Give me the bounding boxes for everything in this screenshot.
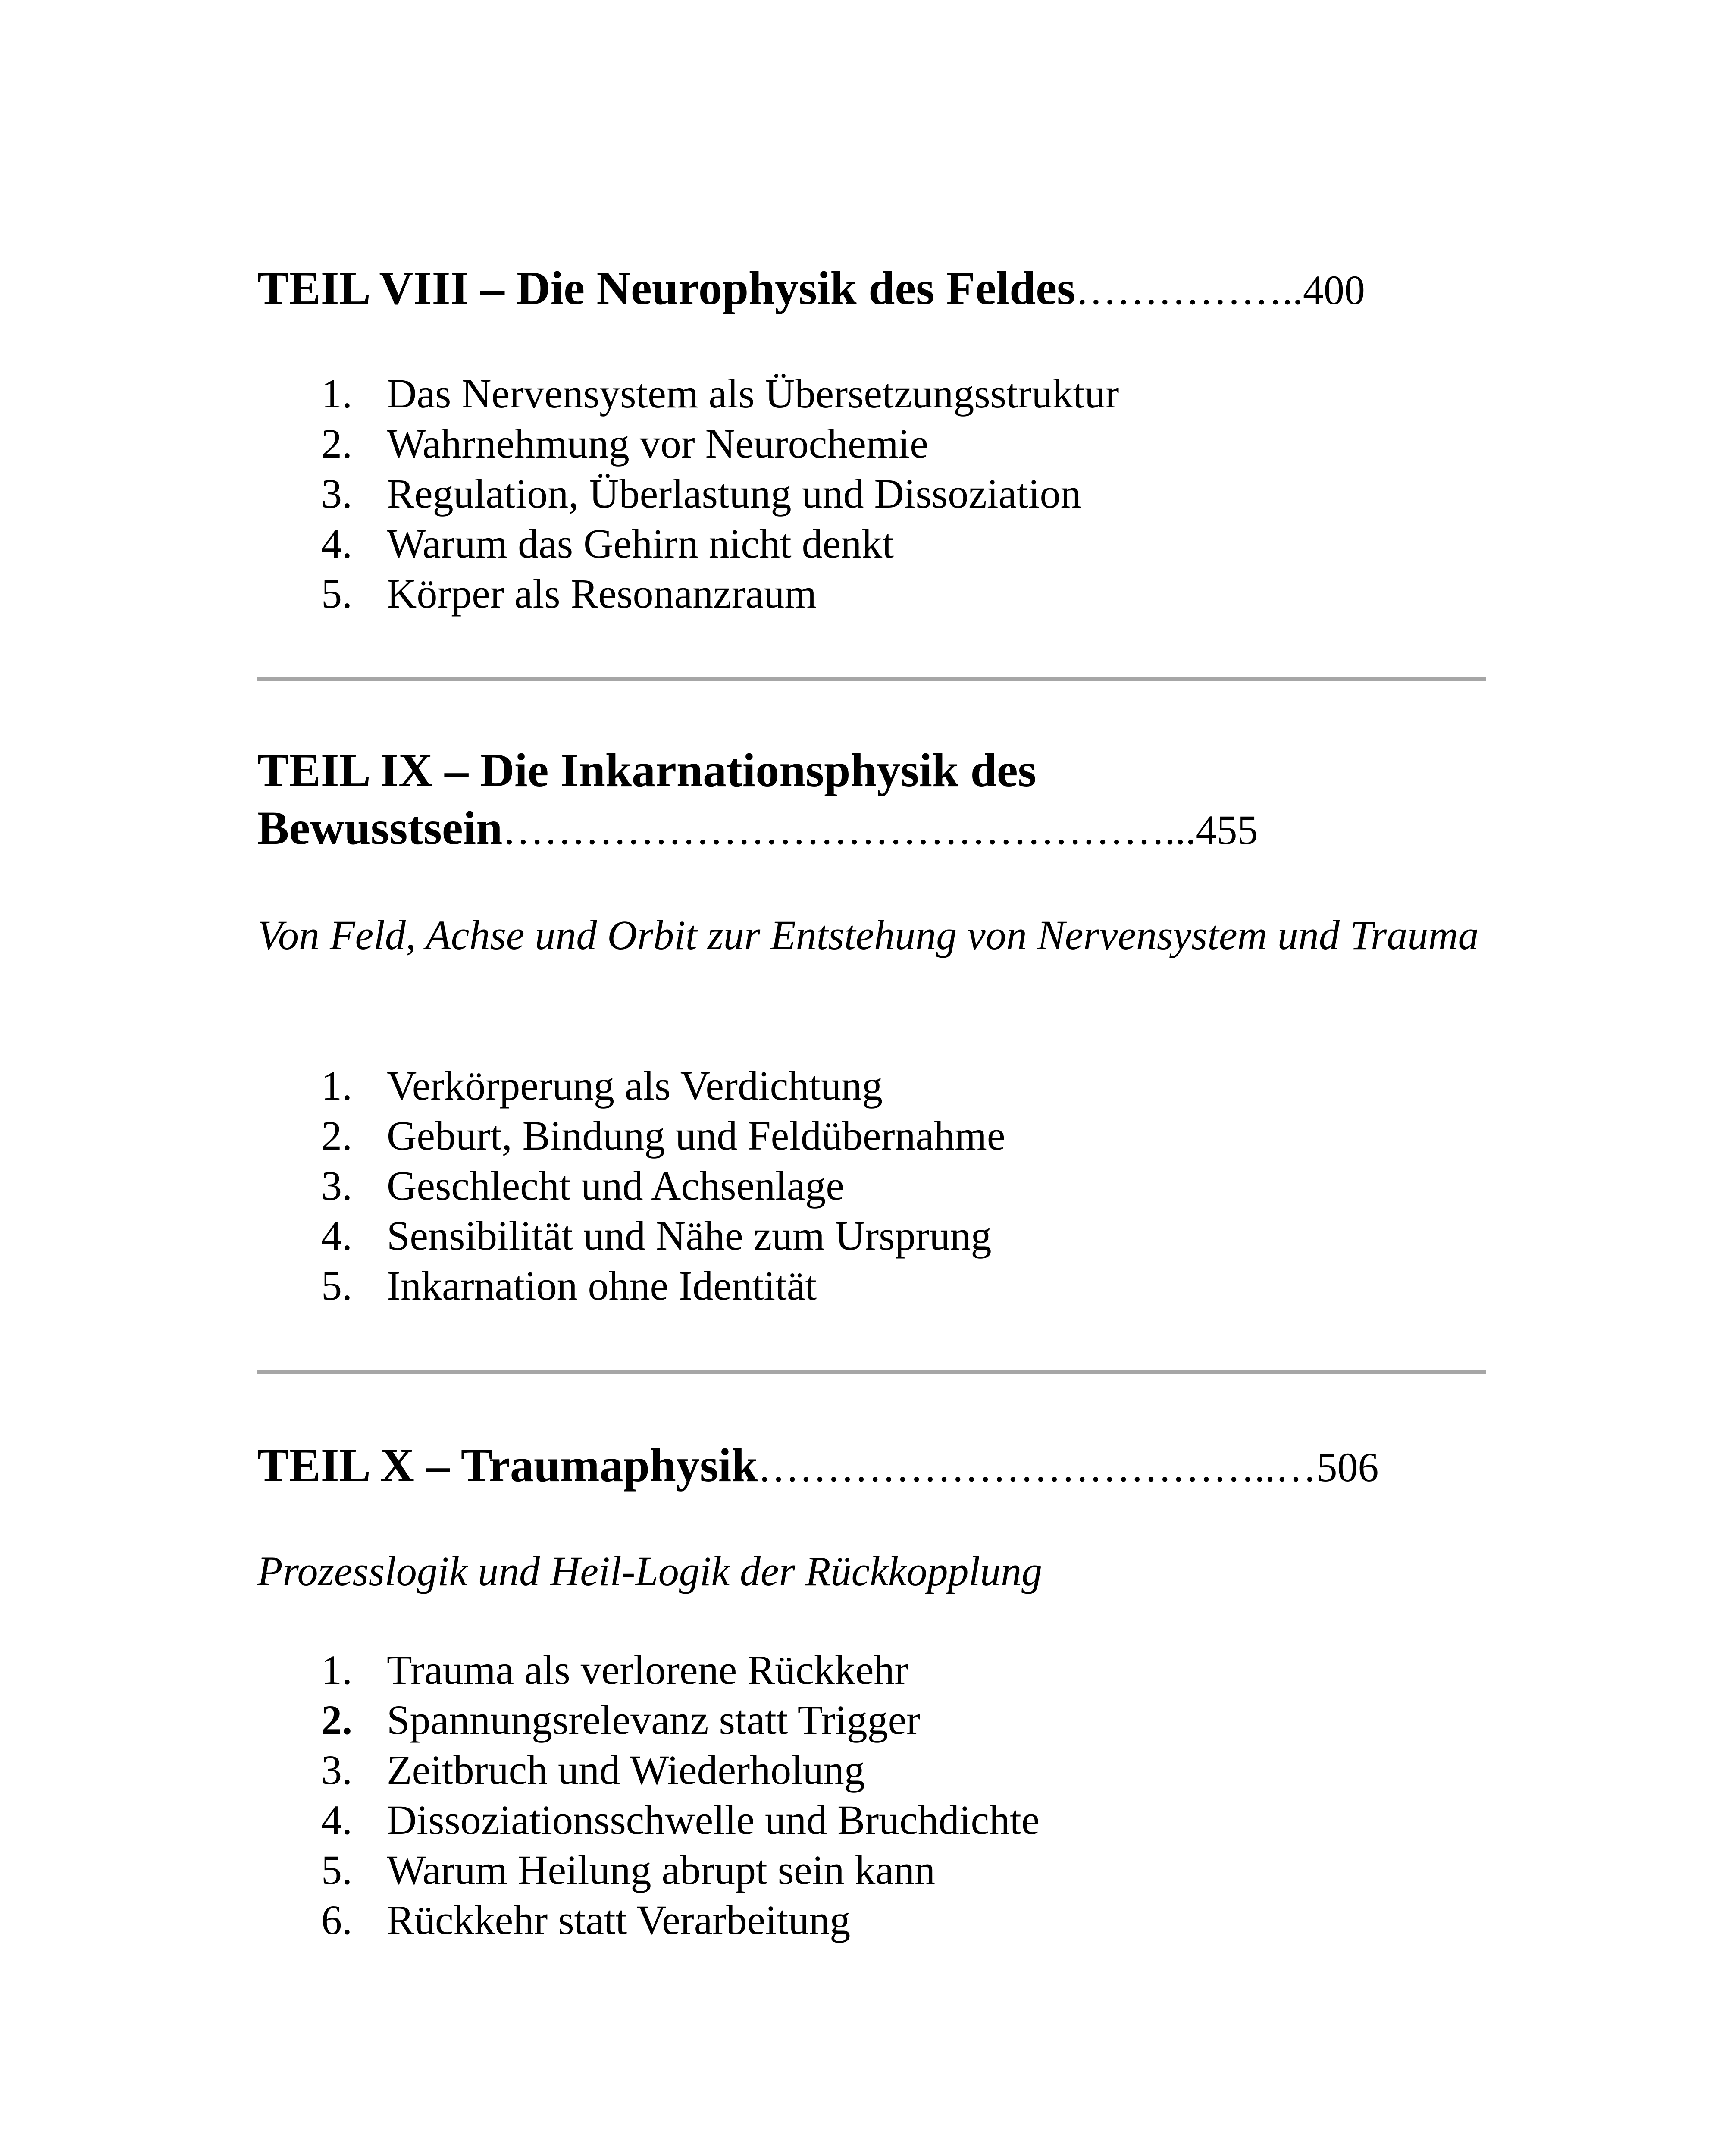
section-heading-teil-x [257,1440,1486,1492]
item-number: 3. [321,470,352,517]
item-number: 4. [321,1213,352,1259]
section-page-number: 506 [1316,1444,1379,1490]
item-title: Spannungsrelevanz statt Trigger [387,1697,921,1743]
section-subtitle: Von Feld, Achse und Orbit zur Entstehung von Nervensystem und Trauma [257,912,1479,958]
section-page-number: 400 [1303,267,1365,313]
section-heading-title: TEIL VIII – Die Neurophysik des Feldes [257,262,1075,314]
item-number: 5. [321,1847,352,1893]
item-number: 3. [321,1163,352,1209]
item-number: 2. [321,1697,352,1743]
item-number: 2. [321,420,352,467]
item-number: 2. [321,1112,352,1159]
item-title: Regulation, Überlastung und Dissoziation [387,470,1081,517]
item-number: 1. [321,1062,352,1109]
section-heading-teil-viii [257,263,1486,315]
item-title: Warum das Gehirn nicht denkt [387,520,894,567]
item-title: Trauma als verlorene Rückkehr [387,1647,908,1693]
item-title: Rückkehr statt Verarbeitung [387,1897,851,1943]
section-page-number: 455 [1196,807,1258,853]
item-title: Verkörperung als Verdichtung [387,1062,883,1109]
item-number: 6. [321,1897,352,1943]
item-title: Sensibilität und Nähe zum Ursprung [387,1213,992,1259]
item-title: Zeitbruch und Wiederholung [387,1747,865,1793]
item-number: 1. [321,370,352,417]
item-number: 5. [321,570,352,617]
section-divider [257,1370,1486,1374]
section-divider [257,677,1486,681]
item-title: Warum Heilung abrupt sein kann [387,1847,935,1893]
item-number: 1. [321,1647,352,1693]
leader-dots: …………………………………………... [502,807,1196,853]
item-title: Geschlecht und Achsenlage [387,1163,844,1209]
section-heading-title: TEIL X – Traumaphysik [257,1439,758,1492]
item-title: Wahrnehmung vor Neurochemie [387,420,928,467]
section-heading-title: TEIL IX – Die Inkarnationsphysik des [257,744,1037,796]
section-heading-title-continued: Bewusstsein [257,802,503,854]
item-number: 4. [321,520,352,567]
section-heading-teil-ix [257,745,1486,795]
section-subtitle: Prozesslogik und Heil-Logik der Rückkopplung [257,1548,1043,1594]
item-title: Inkarnation ohne Identität [387,1263,817,1309]
leader-dots: ………………………………..… [758,1444,1317,1490]
item-number: 3. [321,1747,352,1793]
item-title: Körper als Resonanzraum [387,570,817,617]
leader-dots: …………….. [1075,267,1303,313]
item-title: Geburt, Bindung und Feldübernahme [387,1112,1005,1159]
item-number: 4. [321,1797,352,1843]
item-title: Das Nervensystem als Übersetzungsstruktur [387,370,1119,417]
item-title: Dissoziationsschwelle und Bruchdichte [387,1797,1040,1843]
item-number: 5. [321,1263,352,1309]
section-heading-teil-ix-line2 [257,803,1486,855]
